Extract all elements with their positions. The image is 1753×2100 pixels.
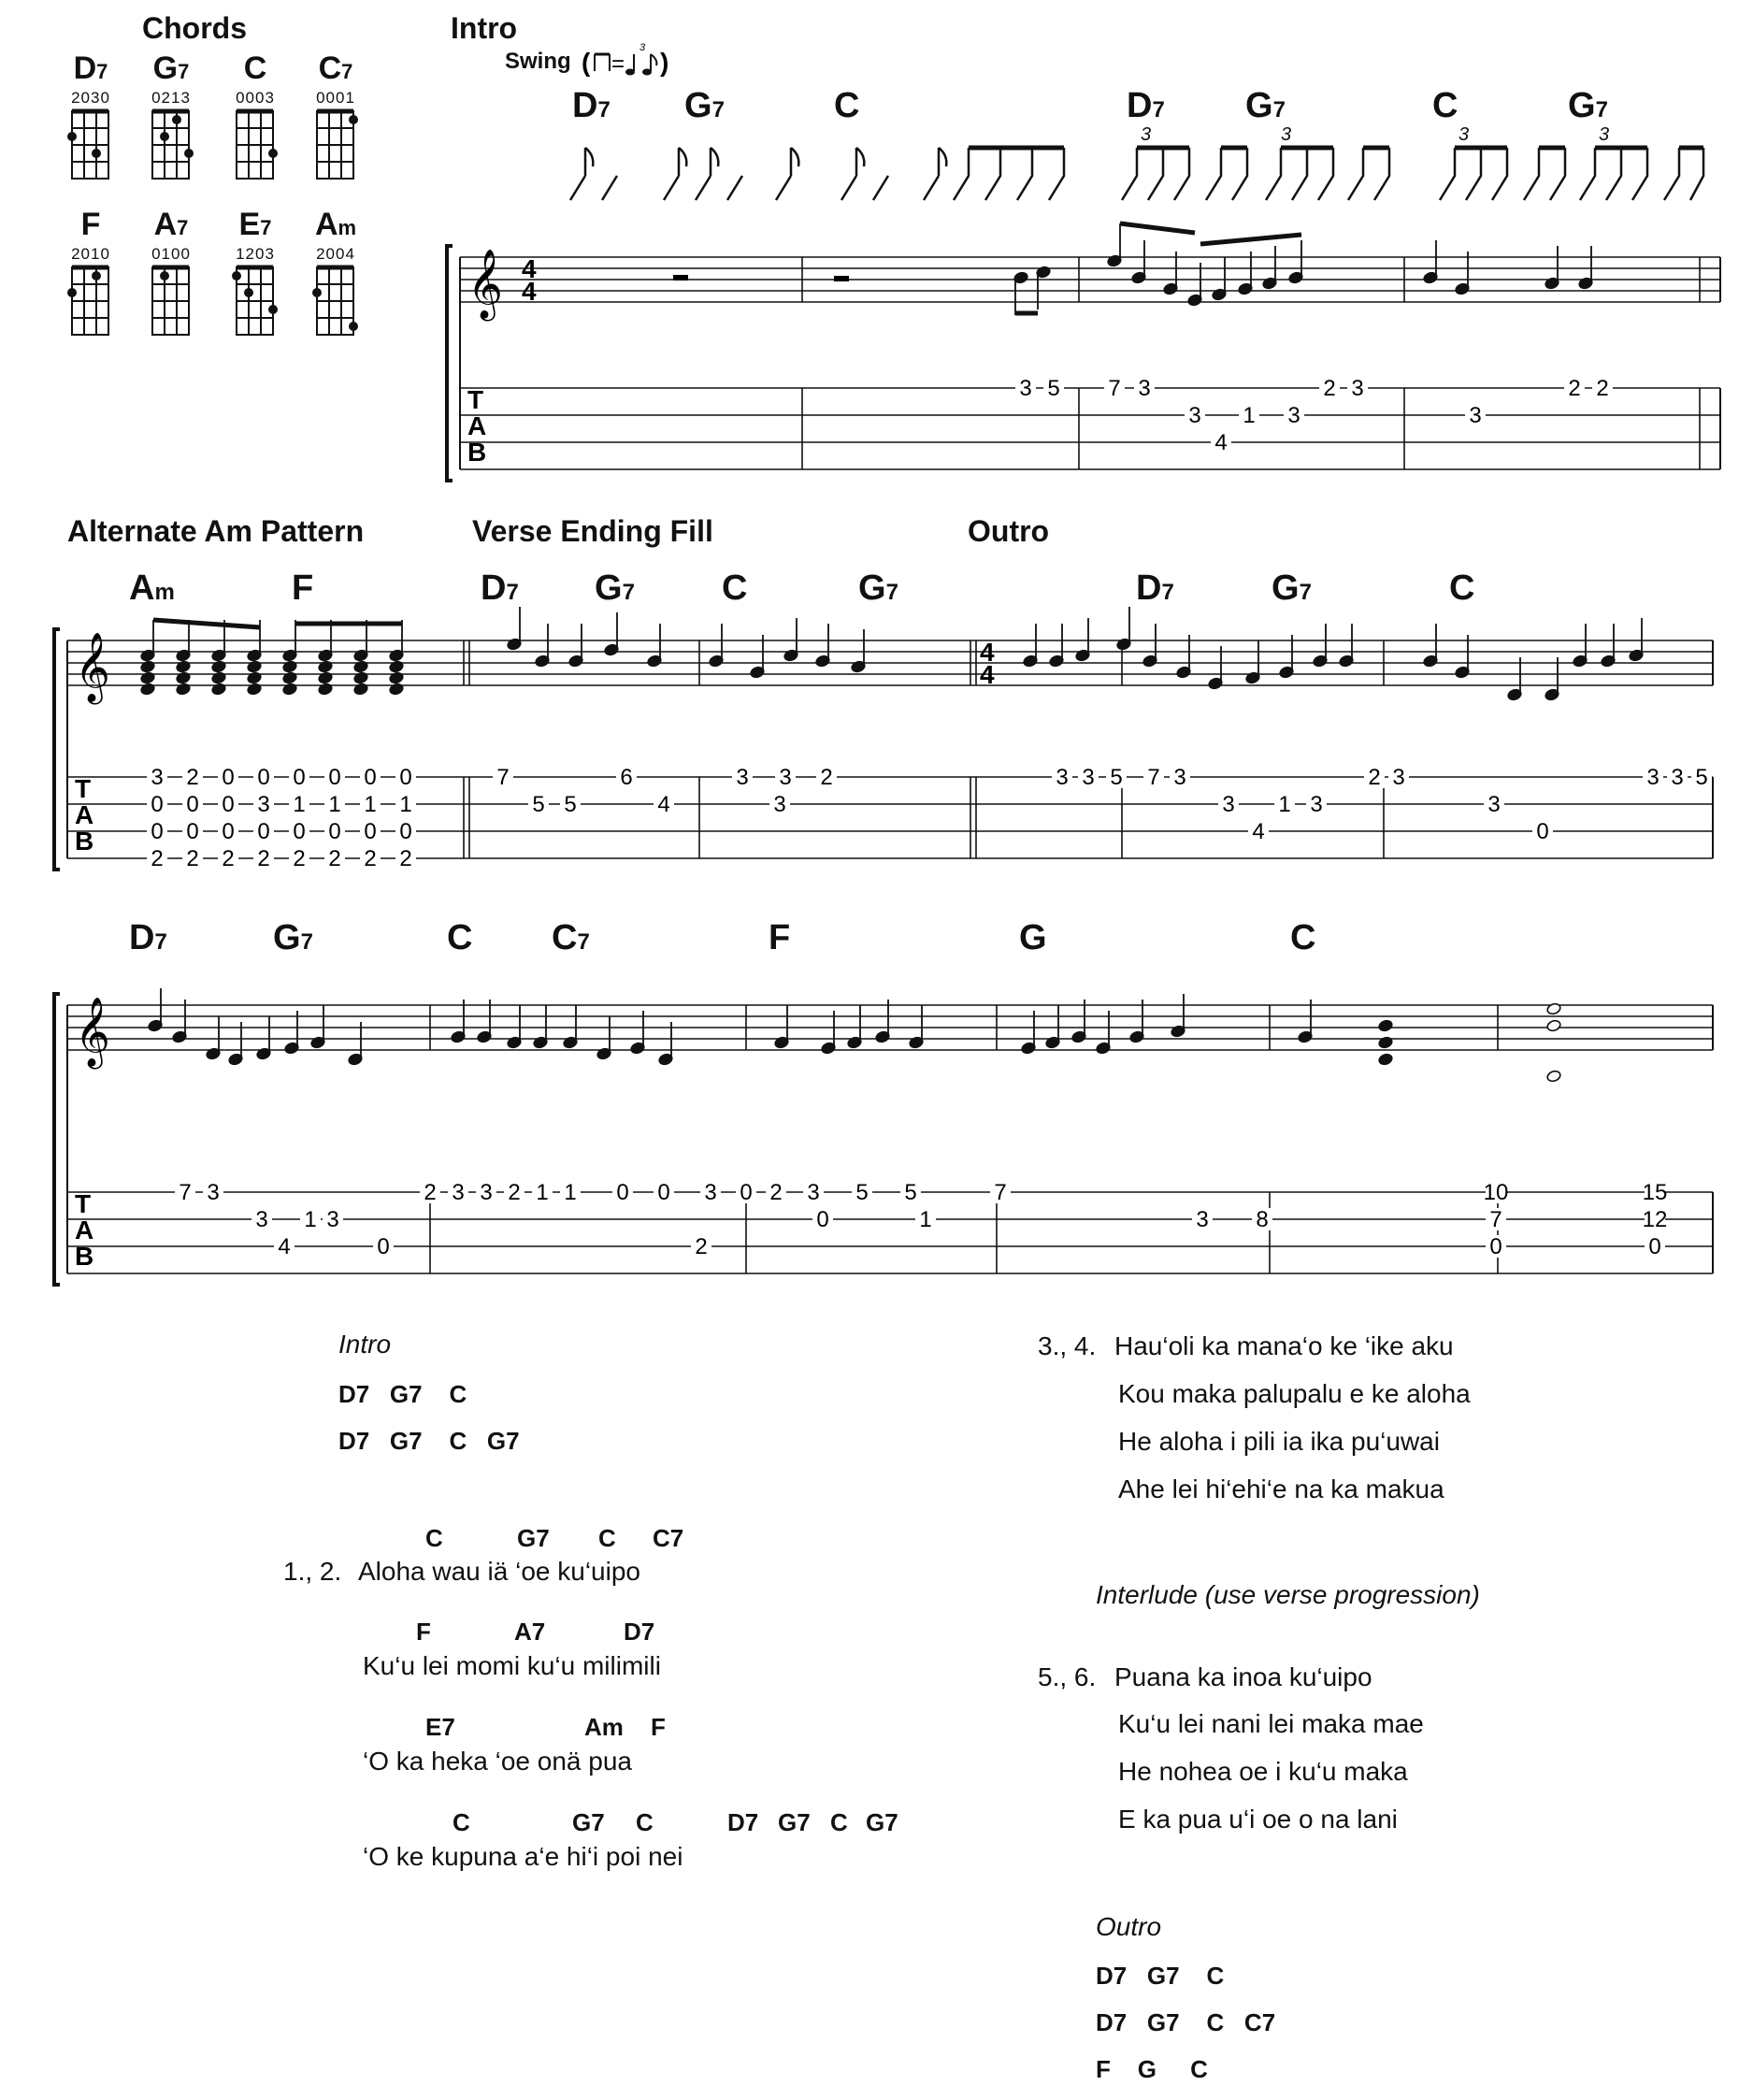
tab-number: 7 [496, 765, 510, 790]
verse-chord: C [453, 1808, 470, 1836]
tab-number: 7 [179, 1180, 192, 1205]
tab-number: 4 [1214, 430, 1228, 455]
tab-number: 3 [773, 792, 786, 817]
tab-number: 3 [1646, 765, 1660, 790]
note-head [282, 683, 298, 696]
tab-number: 3 [704, 1180, 717, 1205]
system-bracket [54, 629, 60, 870]
lyrics-outro-line-1: D7 G7 C [1096, 1962, 1225, 1990]
chord-symbol: F [292, 568, 314, 608]
verse-number-34: 3., 4. [1038, 1331, 1097, 1360]
tab-number: 0 [364, 765, 377, 790]
tab-number: 2 [399, 846, 412, 871]
note-head [247, 683, 263, 696]
verse-chord: F [651, 1713, 666, 1741]
system-bracket [54, 994, 60, 1285]
note-head [353, 671, 369, 684]
swing-label: Swing [505, 49, 571, 74]
chord-name: E7 [238, 207, 272, 242]
tab-clef-letter: B [467, 438, 487, 467]
alt-am-fill-outro-system [47, 622, 1730, 884]
chord-name: D7 [73, 50, 108, 86]
intro-title: Intro [451, 11, 518, 45]
verse-chord: D7 [727, 1808, 759, 1836]
chord-symbol: G7 [858, 568, 898, 608]
tab-number: 2 [424, 1180, 437, 1205]
chord-symbol: C [1449, 568, 1475, 608]
tab-number: 0 [740, 1180, 753, 1205]
finger-dot [160, 132, 169, 141]
fretboard-grid [49, 264, 133, 340]
tab-clef-letter: T [75, 1189, 92, 1218]
tab-number: 7 [1489, 1207, 1502, 1232]
tab-number: 3 [1056, 765, 1069, 790]
note-head [211, 660, 227, 673]
tab-number: 5 [855, 1180, 869, 1205]
finger-dot [244, 288, 253, 297]
tab-number: 3 [1188, 403, 1201, 428]
chord-symbol: C [447, 918, 473, 957]
tab-number: 2 [186, 765, 199, 790]
tab-number: 0 [222, 765, 235, 790]
finger-dot [92, 271, 101, 280]
note-head [318, 683, 334, 696]
finger-dot [232, 271, 241, 280]
tab-number: 2 [186, 846, 199, 871]
swing-triplet-3: 3 [639, 42, 646, 53]
fretboard-grid [129, 108, 213, 184]
tab-number: 8 [1256, 1207, 1269, 1232]
chord-symbol: G7 [273, 918, 313, 957]
tab-number: 0 [293, 819, 306, 844]
tab-number: 15 [1642, 1180, 1668, 1205]
note-head [247, 671, 263, 684]
tab-number: 2 [1368, 765, 1381, 790]
verse34-line: Ahe lei hi‘ehi‘e na ka makua [1118, 1474, 1444, 1503]
fretboard-grid [213, 264, 297, 340]
note-head [282, 671, 298, 684]
note-head [318, 660, 334, 673]
tab-number: 2 [1568, 376, 1581, 401]
finger-dot [92, 149, 101, 158]
tab-number: 3 [1351, 376, 1364, 401]
tab-number: 3 [1469, 403, 1482, 428]
chord-symbol: C [1432, 86, 1458, 125]
tab-clef-letter: A [75, 800, 94, 829]
chord-name: G7 [152, 50, 190, 86]
tab-number: 5 [532, 792, 545, 817]
fretboard-grid [213, 108, 297, 184]
note-head [1546, 1019, 1562, 1032]
tab-number: 0 [257, 765, 270, 790]
note-head [140, 671, 156, 684]
whole-rest [673, 275, 688, 280]
tab-number: 3 [326, 1207, 339, 1232]
chord-symbol: G7 [595, 568, 635, 608]
tab-number: 0 [186, 792, 199, 817]
chord-fingering: 2004 [316, 245, 355, 263]
tab-number: 1 [536, 1180, 549, 1205]
tab-number: 3 [1392, 765, 1405, 790]
tab-number: 3 [452, 1180, 465, 1205]
tab-number: 3 [736, 765, 749, 790]
chord-symbol: G7 [1272, 568, 1312, 608]
chord-fingering: 2030 [71, 89, 110, 107]
finger-dot [312, 288, 322, 297]
tab-number: 7 [1108, 376, 1121, 401]
tab-number: 1 [1278, 792, 1291, 817]
tab-number: 3 [1310, 792, 1323, 817]
tab-number: 3 [255, 1207, 268, 1232]
alt-am-title: Alternate Am Pattern [67, 514, 365, 548]
tab-number: 2 [257, 846, 270, 871]
chord-name: A7 [153, 207, 189, 242]
finger-dot [67, 288, 77, 297]
tab-number: 3 [1019, 376, 1032, 401]
tab-number: 0 [364, 819, 377, 844]
tab-number: 3 [807, 1180, 820, 1205]
note-head [211, 671, 227, 684]
lyrics-intro-line-1: D7 G7 C [338, 1380, 467, 1408]
tab-clef-letter: T [467, 385, 484, 414]
tab-number: 3 [1671, 765, 1684, 790]
verse-chord: D7 [624, 1618, 655, 1646]
triplet-mark: 3 [1599, 124, 1610, 145]
chord-name: C7 [318, 50, 353, 86]
chord-diagram-g7 [129, 51, 213, 189]
verse-chord: C [636, 1808, 654, 1836]
verse-number-12: 1., 2. [283, 1557, 342, 1586]
note-head [353, 660, 369, 673]
note-head [1546, 1070, 1562, 1083]
note-head [1378, 1036, 1394, 1049]
tab-number: 5 [904, 1180, 917, 1205]
tab-number: 2 [1323, 376, 1336, 401]
verse34-line: Hau‘oli ka mana‘o ke ‘ike aku [1114, 1331, 1454, 1360]
tab-clef-letter: T [75, 774, 92, 803]
verse-line: ‘O ka heka ‘oe onä pua [363, 1747, 632, 1776]
chord-symbol: C7 [552, 918, 590, 957]
note-head [389, 671, 405, 684]
tab-number: 0 [1648, 1234, 1661, 1259]
tab-number: 0 [222, 819, 235, 844]
lyrics-intro-line-2: D7 G7 C G7 [338, 1427, 520, 1455]
outro-end-system [47, 968, 1730, 1286]
tab-number: 1 [919, 1207, 932, 1232]
verse-chord: F [416, 1618, 431, 1646]
tab-number: 3 [1173, 765, 1186, 790]
svg-text:): ) [660, 48, 669, 77]
tab-number: 1 [304, 1207, 317, 1232]
chord-symbol: D7 [481, 568, 519, 608]
chord-symbol: D7 [129, 918, 167, 957]
treble-clef-icon: 𝄞 [75, 998, 110, 1065]
outro-title: Outro [968, 514, 1050, 548]
verse-chord: G7 [778, 1808, 811, 1836]
svg-text:(: ( [582, 48, 591, 77]
finger-dot [160, 271, 169, 280]
tab-number: 12 [1642, 1207, 1668, 1232]
triplet-mark: 3 [1458, 124, 1470, 145]
tab-number: 7 [994, 1180, 1007, 1205]
tab-number: 3 [1487, 792, 1501, 817]
tab-number: 10 [1483, 1180, 1509, 1205]
chord-symbol: C [834, 86, 860, 125]
tab-number: 4 [1252, 819, 1265, 844]
chord-symbol: D7 [1127, 86, 1165, 125]
verse-chord: G7 [572, 1808, 605, 1836]
lyrics-intro-label: Intro [338, 1330, 392, 1359]
tab-clef-letter: B [75, 827, 94, 856]
intro-rhythm-slashes [561, 124, 1711, 213]
swing-notation [582, 43, 694, 84]
chord-diagram-f [49, 208, 133, 345]
tab-clef-letter: A [75, 1215, 94, 1244]
lyrics-outro-line-2: D7 G7 C C7 [1096, 2008, 1276, 2036]
note-head [1378, 1019, 1394, 1032]
finger-dot [268, 149, 278, 158]
finger-dot [67, 132, 77, 141]
tab-number: 0 [151, 819, 164, 844]
chord-fingering: 0100 [151, 245, 191, 263]
tab-number: 6 [620, 765, 633, 790]
tab-number: 3 [1222, 792, 1235, 817]
note-head [211, 683, 227, 696]
chord-diagram-a7 [129, 208, 213, 345]
tab-number: 3 [779, 765, 792, 790]
tab-number: 0 [816, 1207, 829, 1232]
tab-number: 2 [508, 1180, 521, 1205]
verse-line: Ku‘u lei momi ku‘u milimili [363, 1651, 661, 1680]
chord-diagram-am [294, 208, 378, 345]
chord-symbol: G7 [684, 86, 725, 125]
tab-number: 0 [222, 792, 235, 817]
tab-number: 1 [564, 1180, 577, 1205]
verse-chord: C [598, 1524, 616, 1552]
time-signature: 4 [980, 660, 995, 689]
tab-number: 0 [328, 819, 341, 844]
tab-number: 1 [293, 792, 306, 817]
chord-name: C [243, 50, 267, 86]
triplet-mark: 3 [1141, 124, 1152, 145]
tab-number: 0 [186, 819, 199, 844]
chord-name: Am [314, 207, 357, 242]
tab-number: 2 [151, 846, 164, 871]
time-signature: 4 [980, 638, 995, 667]
tab-number: 3 [1138, 376, 1151, 401]
chord-fingering: 0213 [151, 89, 191, 107]
verse56-line: E ka pua u‘i oe o na lani [1118, 1805, 1398, 1834]
chord-fingering: 0003 [236, 89, 275, 107]
verse56-line: He nohea oe i ku‘u maka [1118, 1757, 1408, 1786]
fretboard-grid [294, 264, 378, 340]
tab-number: 3 [1196, 1207, 1209, 1232]
tab-number: 5 [1047, 376, 1060, 401]
tab-number: 3 [207, 1180, 220, 1205]
triplet-mark: 3 [1281, 124, 1292, 145]
treble-clef-icon: 𝄞 [75, 633, 110, 700]
chord-symbol: G7 [1245, 86, 1286, 125]
verse-chord: G7 [517, 1524, 550, 1552]
interlude-note: Interlude (use verse progression) [1096, 1580, 1480, 1609]
chord-diagram-c [213, 51, 297, 189]
tab-number: 7 [1147, 765, 1160, 790]
intro-system [439, 238, 1730, 482]
chord-symbol: F [769, 918, 791, 957]
treble-clef-icon: 𝄞 [467, 250, 503, 317]
tab-number: 0 [377, 1234, 390, 1259]
chord-fingering: 2010 [71, 245, 110, 263]
chords-title: Chords [142, 11, 247, 45]
tab-number: 4 [278, 1234, 291, 1259]
chord-symbol: G7 [1568, 86, 1608, 125]
verse-number-56: 5., 6. [1038, 1662, 1097, 1691]
tab-number: 0 [657, 1180, 670, 1205]
tab-number: 1 [328, 792, 341, 817]
tab-number: 2 [293, 846, 306, 871]
tab-clef-letter: A [467, 411, 487, 440]
chord-diagram-c7 [294, 51, 378, 189]
chord-fingering: 0001 [316, 89, 355, 107]
chord-symbol: D7 [1136, 568, 1174, 608]
chord-symbol: D7 [572, 86, 611, 125]
verse-chord: Am [584, 1713, 624, 1741]
verse-chord: C [830, 1808, 848, 1836]
tab-number: 3 [151, 765, 164, 790]
verse-line: ‘O ke kupuna a‘e hi‘i poi nei [363, 1842, 683, 1871]
tab-clef-letter: B [75, 1242, 94, 1271]
note-head [176, 660, 192, 673]
note-head [176, 671, 192, 684]
finger-dot [349, 115, 358, 124]
tab-number: 3 [257, 792, 270, 817]
tab-number: 2 [222, 846, 235, 871]
note-head [247, 660, 263, 673]
note-head [1378, 1053, 1394, 1066]
verse-chord: C [425, 1524, 443, 1552]
verse34-line: Kou maka palupalu e ke aloha [1118, 1379, 1471, 1408]
note-head [282, 660, 298, 673]
tab-number: 0 [616, 1180, 629, 1205]
tab-number: 2 [820, 765, 833, 790]
tab-number: 5 [1695, 765, 1708, 790]
chord-diagram-e7 [213, 208, 297, 345]
note-head [176, 683, 192, 696]
tab-number: 5 [1110, 765, 1123, 790]
verse-chord: C7 [653, 1524, 684, 1552]
tab-number: 0 [151, 792, 164, 817]
tab-number: 0 [399, 765, 412, 790]
tab-number: 2 [769, 1180, 783, 1205]
tab-number: 1 [399, 792, 412, 817]
tab-number: 3 [480, 1180, 493, 1205]
tab-number: 0 [1536, 819, 1549, 844]
chord-fingering: 1203 [236, 245, 275, 263]
verse-chord: E7 [425, 1713, 455, 1741]
tab-number: 5 [564, 792, 577, 817]
note-head [353, 683, 369, 696]
tab-number: 0 [328, 765, 341, 790]
tab-number: 2 [364, 846, 377, 871]
chord-symbol: Am [129, 568, 175, 608]
time-signature: 4 [522, 277, 537, 306]
lyrics-outro-line-3: F G C [1096, 2055, 1208, 2083]
tab-number: 3 [1287, 403, 1300, 428]
tab-number: 3 [1082, 765, 1095, 790]
tab-number: 2 [695, 1234, 708, 1259]
finger-dot [172, 115, 181, 124]
tab-number: 0 [399, 819, 412, 844]
tab-number: 2 [328, 846, 341, 871]
svg-text:=: = [611, 51, 625, 77]
verse56-line: Puana ka inoa ku‘uipo [1114, 1662, 1372, 1691]
note-head [318, 671, 334, 684]
verse56-line: Ku‘u lei nani lei maka mae [1118, 1709, 1424, 1738]
chord-symbol: C [722, 568, 748, 608]
chord-diagram-d7 [49, 51, 133, 189]
fretboard-grid [294, 108, 378, 184]
finger-dot [349, 322, 358, 331]
lyrics-outro-label: Outro [1096, 1912, 1162, 1941]
note-head [140, 683, 156, 696]
verse-fill-title: Verse Ending Fill [472, 514, 713, 548]
system-bracket [447, 246, 453, 481]
note-head [389, 660, 405, 673]
tab-number: 2 [1596, 376, 1609, 401]
note-head [140, 660, 156, 673]
note-head [389, 683, 405, 696]
tab-number: 1 [1243, 403, 1256, 428]
verse-chord: A7 [514, 1618, 546, 1646]
chord-name: F [80, 207, 101, 242]
verse-chord: G7 [866, 1808, 898, 1836]
time-signature: 4 [522, 254, 537, 283]
finger-dot [268, 305, 278, 314]
fretboard-grid [49, 108, 133, 184]
tab-number: 4 [657, 792, 670, 817]
finger-dot [184, 149, 194, 158]
chord-symbol: G [1019, 918, 1047, 957]
half-rest [834, 276, 849, 281]
verse-line: Aloha wau iä ‘oe ku‘uipo [358, 1557, 640, 1586]
tab-number: 0 [293, 765, 306, 790]
tab-number: 1 [364, 792, 377, 817]
tab-number: 0 [1489, 1234, 1502, 1259]
chord-symbol: C [1290, 918, 1316, 957]
fretboard-grid [129, 264, 213, 340]
verse34-line: He aloha i pili ia ika pu‘uwai [1118, 1427, 1440, 1456]
tab-number: 0 [257, 819, 270, 844]
note-head [1546, 1002, 1562, 1015]
